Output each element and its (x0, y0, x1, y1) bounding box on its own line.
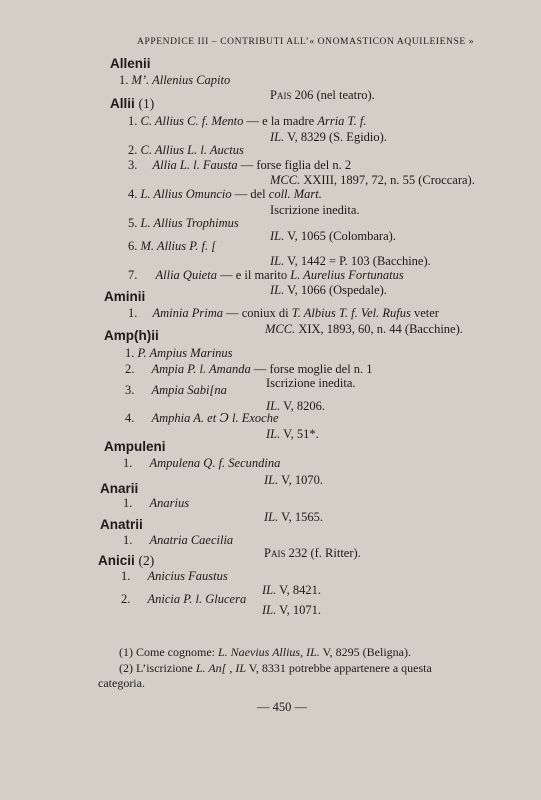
ref-anatrii-1: Pais 232 (f. Ritter). (264, 546, 361, 560)
ref-amphii-4: IL. V, 51*. (266, 427, 319, 441)
entry-allenii-1: 1. M’. Allenius Capito (119, 73, 231, 87)
ref-allenii-1: Pais 206 (nel teatro). (270, 88, 375, 102)
heading-anicii: Anicii (2) (98, 553, 155, 568)
running-header: APPENDICE III – CONTRIBUTI ALL’« ONOMASTICON AQUILEIENSE » (137, 37, 475, 47)
heading-allii: Allii (1) (110, 96, 155, 111)
entry-anicii-1: 1. Anicius Faustus (121, 569, 228, 583)
heading-amphii: Amp(h)ii (104, 328, 159, 343)
entry-ampuleni-1: 1. Ampulena Q. f. Secundina (123, 456, 281, 470)
entry-aminii-1: 1. Aminia Prima — coniux di T. Albius T. f. Vel. Rufus veter (128, 306, 439, 320)
ref-allii-6: IL. V, 1442 = P. 103 (Bacchine). (270, 254, 431, 268)
ref-amphii-3: IL. V, 8206. (266, 399, 325, 413)
entry-anarii-1: 1. Anarius (123, 496, 190, 510)
entry-allii-7: 7. Allia Quieta — e il marito L. Aurelius Fortunatus (128, 268, 404, 282)
entry-allii-2: 2. C. Allius L. l. Auctus (128, 143, 244, 157)
ref-allii-4: Iscrizione inedita. (270, 203, 360, 217)
heading-ampuleni: Ampuleni (104, 439, 166, 454)
ref-ampuleni-1: IL. V, 1070. (264, 473, 323, 487)
page-number: — 450 — (257, 700, 307, 714)
ref-allii-7: IL. V, 1066 (Ospedale). (270, 283, 387, 297)
entry-allii-1: 1. C. Allius C. f. Mento — e la madre Arria T. f. (128, 114, 367, 128)
ref-anarii-1: IL. V, 1565. (264, 510, 323, 524)
footnote-1: (1) Come cognome: L. Naevius Allius, IL. V, 8295 (Beligna). (119, 645, 411, 659)
ref-aminii-1: MCC. XIX, 1893, 60, n. 44 (Bacchine). (265, 322, 463, 336)
footnote-2-continuation: categoria. (98, 676, 145, 690)
footnote-2: (2) L’iscrizione L. An[ , IL V, 8331 potrebbe appartenere a questa (119, 661, 432, 675)
ref-allii-3: MCC. XXIII, 1897, 72, n. 55 (Croccara). (270, 173, 475, 187)
ref-anicii-1: IL. V, 8421. (262, 583, 321, 597)
ref-allii-1: IL. V, 8329 (S. Egidio). (270, 130, 387, 144)
entry-allii-4: 4. L. Allius Omuncio — del coll. Mart. (128, 187, 322, 201)
ref-amphii-2: Iscrizione inedita. (266, 376, 356, 390)
entry-amphii-4: 4. Amphia A. et Ↄ l. Exoche (125, 411, 279, 425)
entry-allii-5: 5. L. Allius Trophimus (128, 216, 239, 230)
entry-amphii-2: 2. Ampia P. l. Amanda — forse moglie del n. 1 (125, 362, 373, 376)
entry-anicii-2: 2. Anicia P. l. Glucera (121, 592, 247, 606)
heading-allenii: Allenii (110, 56, 151, 71)
heading-anatrii: Anatrii (100, 517, 143, 532)
entry-anatrii-1: 1. Anatria Caecilia (123, 533, 234, 547)
ref-allii-5: IL. V, 1065 (Colombara). (270, 229, 396, 243)
entry-allii-3: 3. Allia L. l. Fausta — forse figlia del n. 2 (128, 158, 352, 172)
entry-allii-6: 6. M. Allius P. f. [ (128, 239, 217, 253)
entry-amphii-3: 3. Ampia Sabi[na (125, 383, 227, 397)
heading-anarii: Anarii (100, 481, 139, 496)
entry-amphii-1: 1. P. Ampius Marinus (125, 346, 233, 360)
heading-aminii: Aminii (104, 289, 146, 304)
ref-anicii-2: IL. V, 1071. (262, 603, 321, 617)
